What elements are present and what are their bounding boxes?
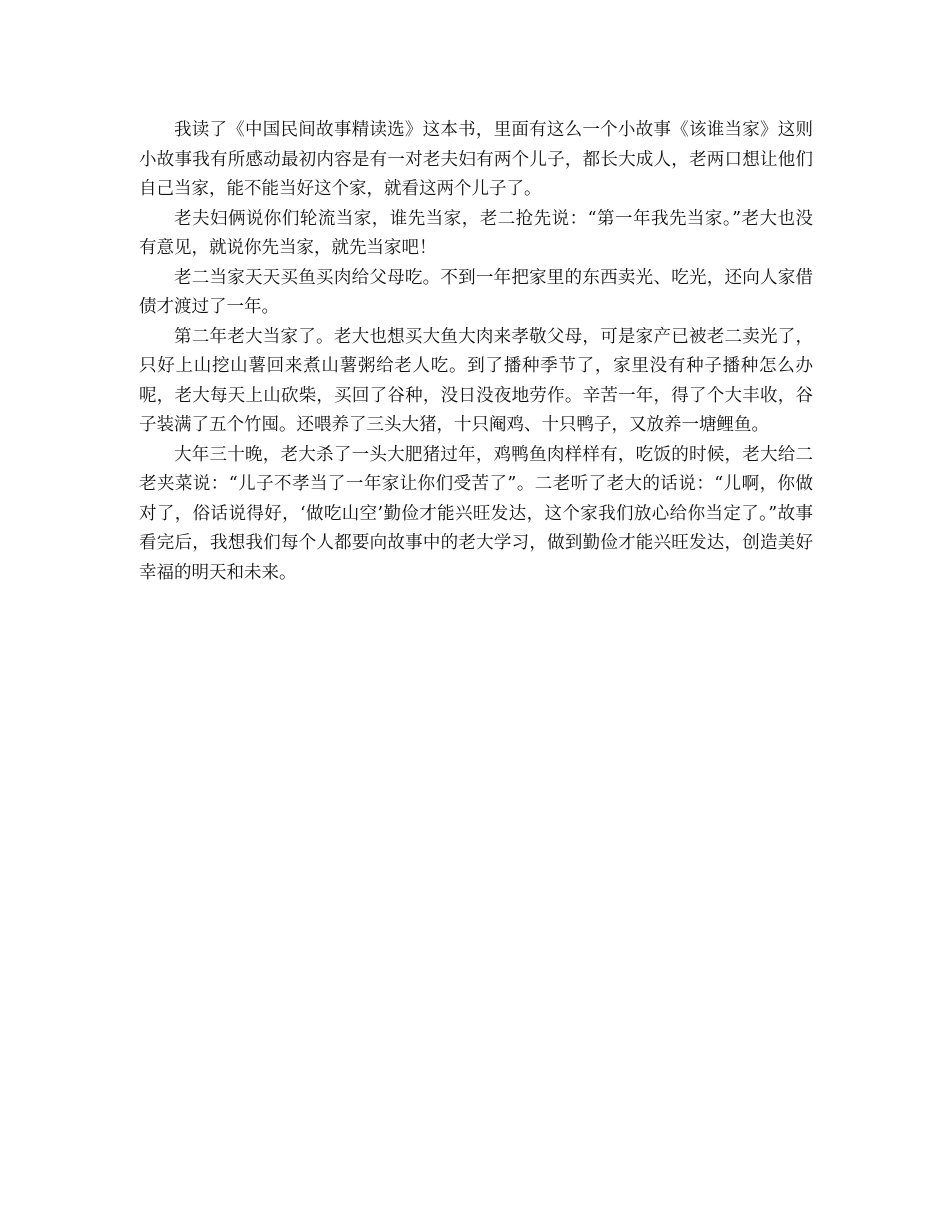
paragraph-3: 老二当家天天买鱼买肉给父母吃。不到一年把家里的东西卖光、吃光，还向人家借债才渡过了一年。 [139, 267, 813, 317]
paragraph-4: 第二年老大当家了。老大也想买大鱼大肉来孝敬父母，可是家产已被老二卖光了，只好上山挖山薯回来煮山薯粥给老人吃。到了播种季节了，家里没有种子播种怎么办呢，老大每天上山砍柴，买回了谷种，没日没夜地劳作。辛苦一年，得了个大丰收，谷子装满了五个竹囤。还喂养了三头大猪，十只阉鸡、十只鸭子，又放养一塘鲤鱼。 [139, 326, 813, 435]
document-body [139, 116, 813, 588]
paragraph-5: 大年三十晚，老大杀了一头大肥猪过年，鸡鸭鱼肉样样有，吃饭的时候，老大给二老夹菜说：“儿子不孝当了一年家让你们受苦了”。二老听了老大的话说：“儿啊，你做对了，俗话说得好，‘做吃山空’勤俭才能兴旺发达，这个家我们放心给你当定了。”故事看完后，我想我们每个人都要向故事中的老大学习，做到勤俭才能兴旺发达，创造美好幸福的明天和未来。 [139, 444, 813, 583]
paragraph-1: 我读了《中国民间故事精读选》这本书，里面有这么一个小故事《该谁当家》这则小故事我有所感动最初内容是有一对老夫妇有两个儿子，都长大成人，老两口想让他们自己当家，能不能当好这个家，就看这两个儿子了。 [139, 120, 813, 199]
paragraph-2: 老夫妇俩说你们轮流当家，谁先当家，老二抢先说：“第一年我先当家。”老大也没有意见，就说你先当家，就先当家吧！ [139, 208, 813, 258]
